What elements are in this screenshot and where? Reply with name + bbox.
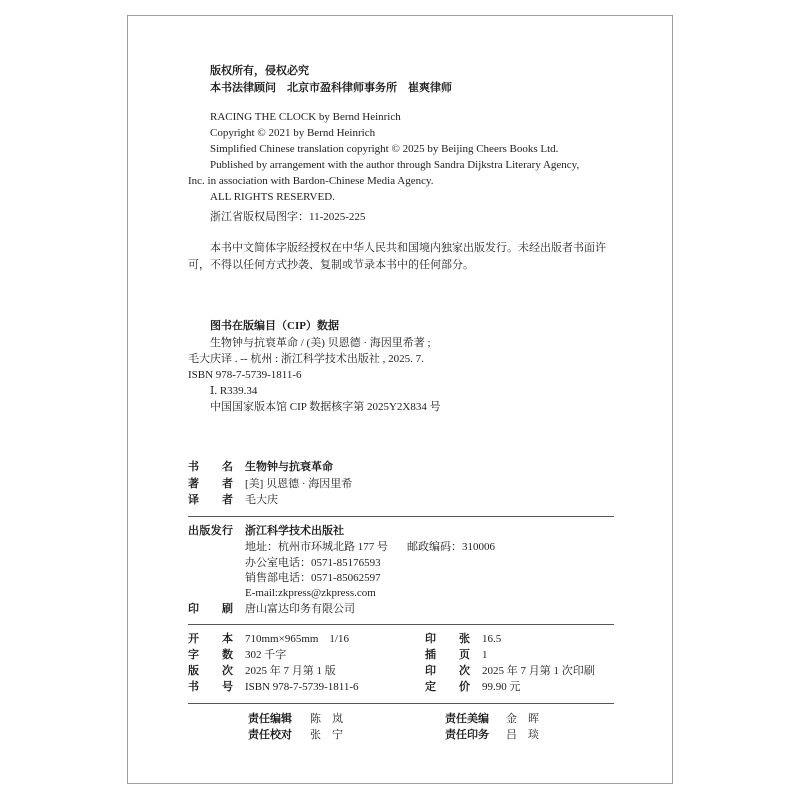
book-translator-label: 译 者	[188, 494, 233, 506]
printer-label: 印 刷	[188, 603, 233, 615]
english-copyright-line: RACING THE CLOCK by Bernd Heinrich	[210, 111, 401, 123]
spec-row	[0, 648, 800, 662]
book-author-label: 著 者	[188, 478, 233, 490]
staff-row	[0, 728, 800, 742]
staff-row	[0, 712, 800, 726]
publisher-office-phone: 办公室电话：0571-85176593	[245, 557, 381, 569]
cip-line: 生物钟与抗衰革命 / (美) 贝恩德 · 海因里希著 ;	[210, 337, 431, 349]
book-author-value: [美] 贝恩德 · 海因里希	[245, 478, 353, 490]
english-copyright-line: Simplified Chinese translation copyright © 2025 by Beijing Cheers Books Ltd.	[210, 143, 559, 155]
publisher-email-row	[0, 586, 800, 600]
divider	[188, 516, 614, 517]
staff-name: 吕 琰	[506, 729, 539, 741]
spec-value: 2025 年 7 月第 1 版	[245, 665, 336, 677]
cip-line: ISBN 978-7-5739-1811-6	[188, 369, 302, 381]
staff-label: 责任编辑	[248, 713, 292, 725]
spec-value: 99.90 元	[482, 681, 521, 693]
english-copyright-line: Published by arrangement with the author through Sandra Dijkstra Literary Agency,	[210, 159, 580, 171]
publisher-address-row	[0, 540, 800, 554]
english-copyright-line: Inc. in association with Bardon-Chinese Media Agency.	[188, 175, 434, 187]
publisher-row	[0, 524, 800, 538]
spec-label: 字 数	[188, 649, 233, 661]
book-title-label: 书 名	[188, 461, 233, 473]
staff-label: 责任校对	[248, 729, 292, 741]
spec-row	[0, 664, 800, 678]
divider	[188, 624, 614, 625]
staff-name: 金 晖	[506, 713, 539, 725]
spec-label: 书 号	[188, 681, 233, 693]
publisher-address: 地址：杭州市环城北路 177 号	[245, 541, 388, 553]
cip-line: 中国国家版本馆 CIP 数据核字第 2025Y2X834 号	[210, 401, 441, 413]
spec-value: 1	[482, 649, 488, 661]
spec-value: 2025 年 7 月第 1 次印刷	[482, 665, 595, 677]
printer-row	[0, 602, 800, 616]
rights-notice: 版权所有，侵权必究	[210, 65, 309, 77]
book-translator-row	[0, 493, 800, 507]
spec-value: ISBN 978-7-5739-1811-6	[245, 681, 359, 693]
spec-row	[0, 680, 800, 694]
divider	[188, 703, 614, 704]
spec-label: 印 次	[425, 665, 470, 677]
license-statement-line: 可，不得以任何方式抄袭、复制或节录本书中的任何部分。	[188, 259, 474, 271]
spec-label: 版 次	[188, 665, 233, 677]
book-title-value: 生物钟与抗衰革命	[245, 461, 333, 473]
staff-label: 责任印务	[445, 729, 489, 741]
staff-label: 责任美编	[445, 713, 489, 725]
spec-value: 710mm×965mm 1/16	[245, 633, 349, 645]
publisher-sales-phone: 销售部电话：0571-85062597	[245, 572, 381, 584]
license-statement-line: 本书中文简体字版经授权在中华人民共和国境内独家出版发行。未经出版者书面许	[210, 242, 606, 254]
publisher-office-phone-row	[0, 556, 800, 570]
printer-value: 唐山富达印务有限公司	[245, 603, 355, 615]
spec-label: 插 页	[425, 649, 470, 661]
spec-value: 302 千字	[245, 649, 287, 661]
spec-label: 印 张	[425, 633, 470, 645]
english-copyright-line: ALL RIGHTS RESERVED.	[210, 191, 335, 203]
staff-name: 张 宁	[310, 729, 343, 741]
publisher-postcode: 邮政编码：310006	[407, 541, 495, 553]
publisher-email: E-mail:zkpress@zkpress.com	[245, 587, 376, 599]
spec-value: 16.5	[482, 633, 502, 645]
legal-counsel: 本书法律顾问 北京市盈科律师事务所 崔爽律师	[210, 82, 452, 94]
book-translator-value: 毛大庆	[245, 494, 278, 506]
cip-line: 毛大庆译 . -- 杭州 : 浙江科学技术出版社 , 2025. 7.	[188, 353, 424, 365]
publisher-label: 出版发行	[188, 525, 233, 537]
book-title-row	[0, 460, 800, 474]
cip-line: Ⅰ. R339.34	[210, 385, 258, 397]
publisher-sales-phone-row	[0, 571, 800, 585]
cip-heading: 图书在版编目（CIP）数据	[210, 320, 339, 332]
spec-label: 开 本	[188, 633, 233, 645]
publisher-name: 浙江科学技术出版社	[245, 525, 344, 537]
staff-name: 陈 岚	[310, 713, 343, 725]
book-author-row	[0, 477, 800, 491]
spec-row	[0, 632, 800, 646]
permit-number: 浙江省版权局图字：11-2025-225	[210, 211, 366, 223]
english-copyright-line: Copyright © 2021 by Bernd Heinrich	[210, 127, 376, 139]
spec-label: 定 价	[425, 681, 470, 693]
